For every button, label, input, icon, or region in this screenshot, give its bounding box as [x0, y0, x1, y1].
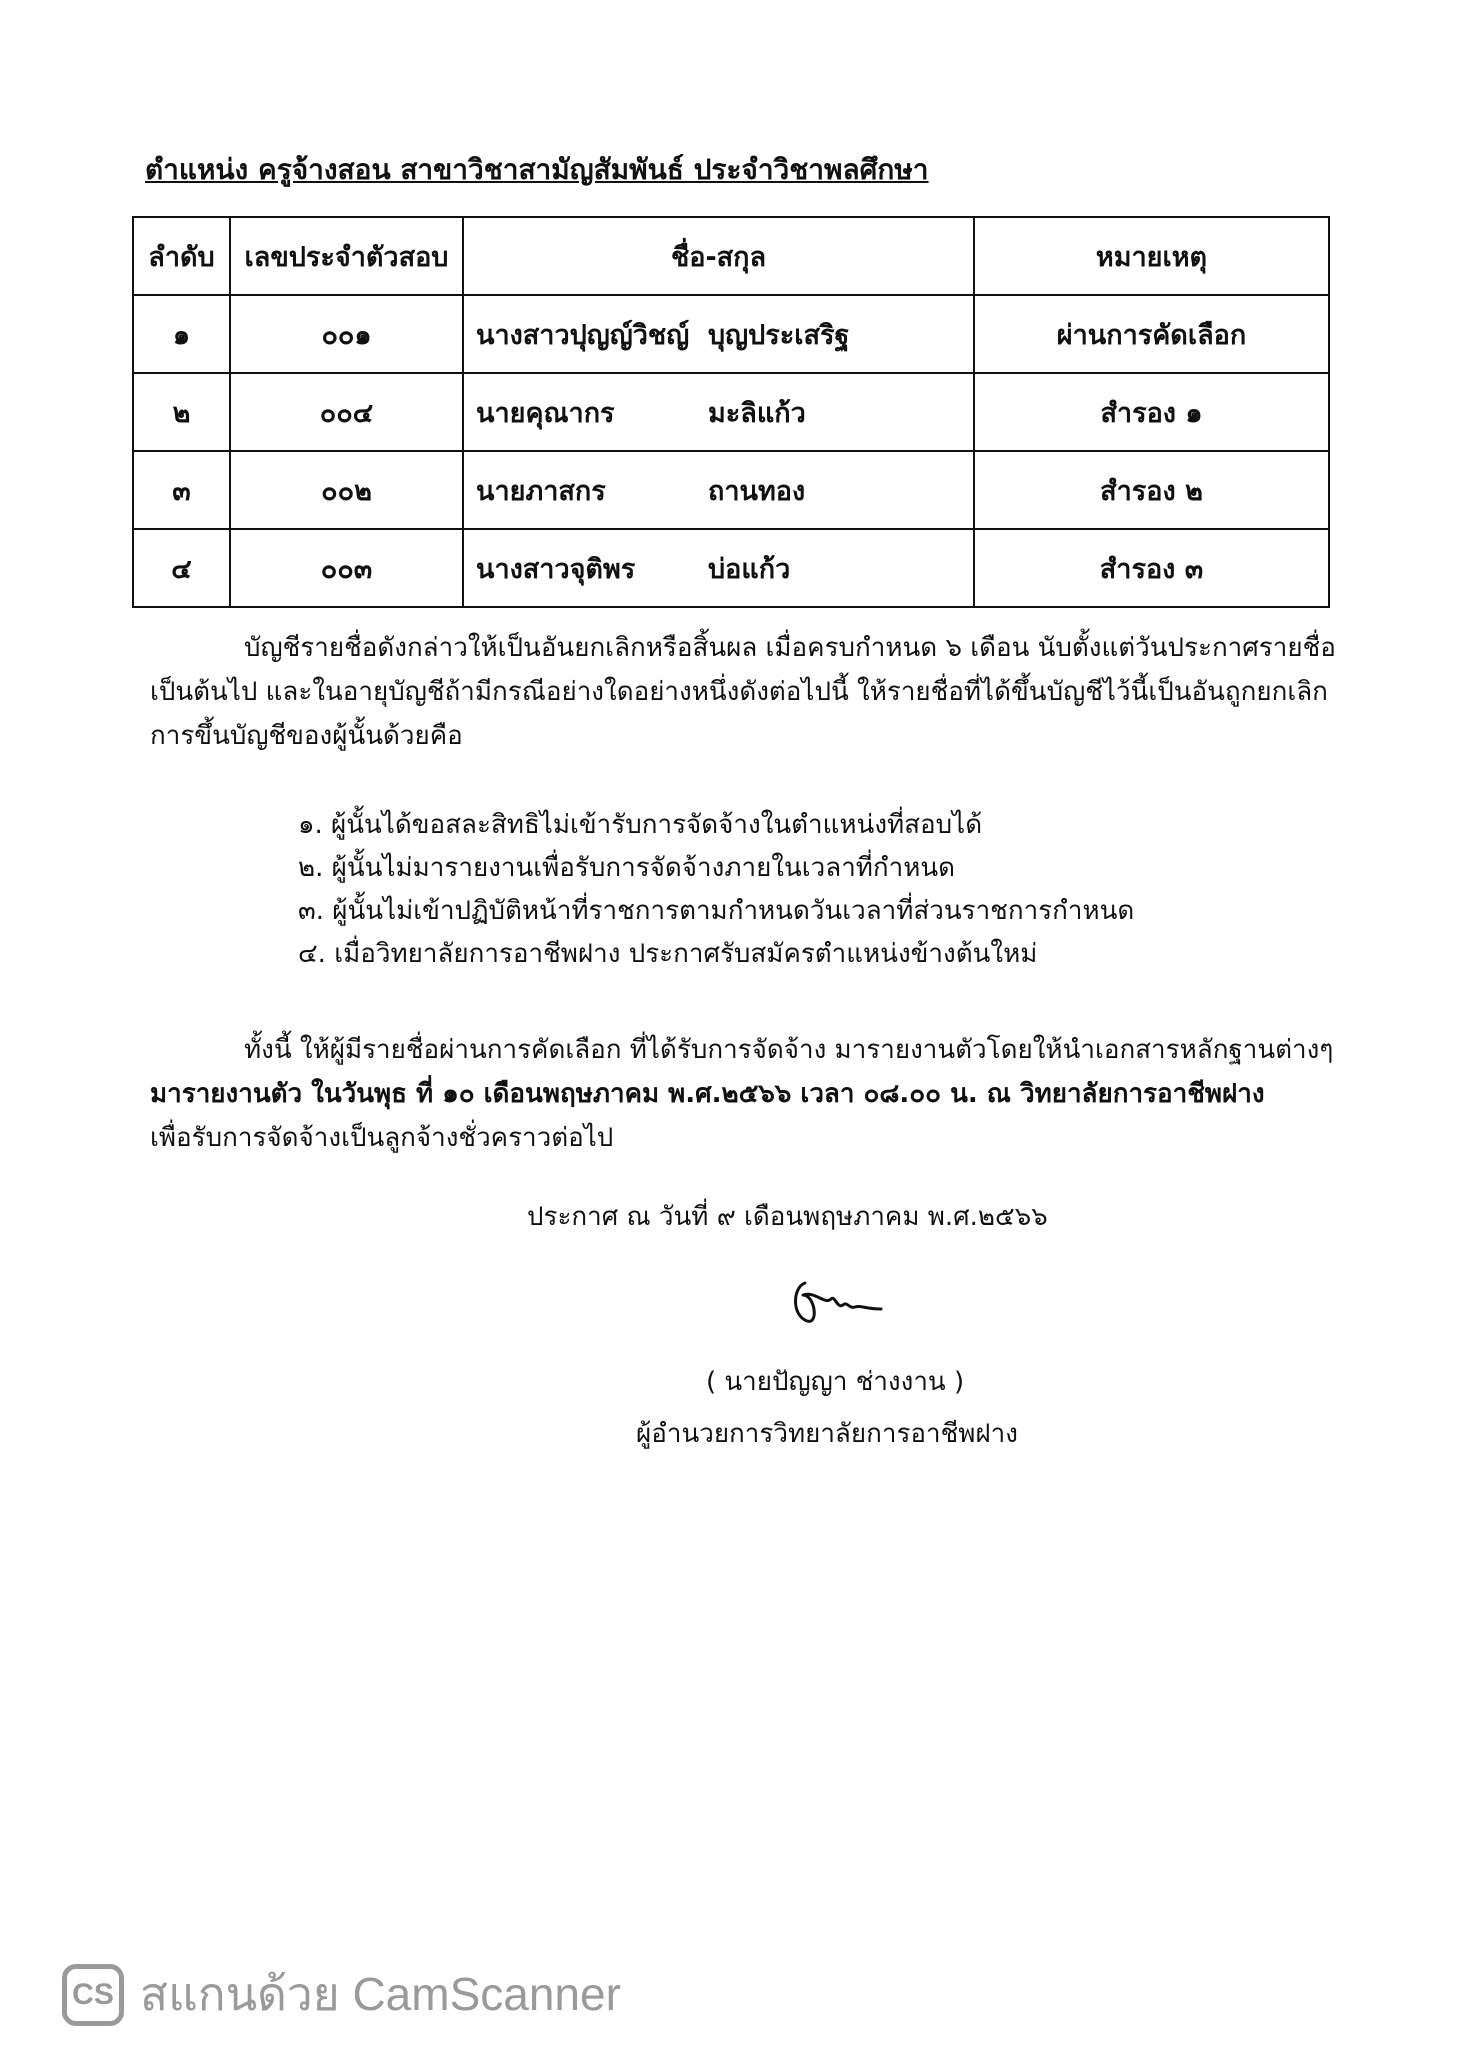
row-exam-id: ๐๐๔	[230, 373, 463, 451]
table-row	[133, 373, 1329, 451]
row-remark: สำรอง ๑	[974, 373, 1329, 451]
signature	[785, 1265, 905, 1335]
watermark-text: สแกนด้วย CamScanner	[140, 1968, 621, 2020]
row-remark: สำรอง ๒	[974, 451, 1329, 529]
row-remark: ผ่านการคัดเลือก	[974, 295, 1329, 373]
row-order: ๑	[133, 295, 230, 373]
condition-item: ๔. เมื่อวิทยาลัยการอาชีพฝาง ประกาศรับสมัครตำแหน่งข้างต้นใหม่	[298, 939, 1038, 969]
report-paragraph	[150, 1028, 1345, 1160]
condition-item: ๑. ผู้นั้นได้ขอสละสิทธิไม่เข้ารับการจัดจ้างในตำแหน่งที่สอบได้	[298, 810, 983, 840]
position-heading: ตำแหน่ง ครูจ้างสอน สาขาวิชาสามัญสัมพันธ์ ประจำวิชาพลศึกษา	[145, 153, 929, 186]
row-name	[463, 529, 974, 607]
table-row	[133, 295, 1329, 373]
paragraph-line: บัญชีรายชื่อดังกล่าวให้เป็นอันยกเลิกหรือสิ้นผล เมื่อครบกำหนด ๖ เดือน นับตั้งแต่วันประกาศรายชื่อ	[244, 633, 1336, 663]
first-name: นางสาวปุญญ์วิชญ์	[476, 319, 690, 351]
paragraph-line: เป็นต้นไป และในอายุบัญชีถ้ามีกรณีอย่างใดอย่างหนึ่งดังต่อไปนี้ ให้รายชื่อที่ได้ขึ้นบัญชีไว้นี้เป็นอันถูกยกเลิก	[150, 677, 1328, 707]
header-order: ลำดับ	[133, 217, 230, 295]
first-name: นายภาสกร	[476, 475, 606, 507]
row-remark: สำรอง ๓	[974, 529, 1329, 607]
row-exam-id: ๐๐๑	[230, 295, 463, 373]
header-exam-id: เลขประจำตัวสอบ	[230, 217, 463, 295]
signer-name: ( นายปัญญา ช่างงาน )	[706, 1367, 965, 1397]
paragraph-line: การขึ้นบัญชีของผู้นั้นด้วยคือ	[150, 721, 463, 751]
paragraph-line: เพื่อรับการจัดจ้างเป็นลูกจ้างชั่วคราวต่อไป	[150, 1123, 614, 1153]
paragraph-line: ทั้งนี้ ให้ผู้มีรายชื่อผ่านการคัดเลือก ที่ได้รับการจัดจ้าง มารายงานตัวโดยให้นำเอกสารหลักฐานต่างๆ	[244, 1035, 1334, 1065]
row-name	[463, 295, 974, 373]
first-name: นางสาวจุติพร	[476, 553, 636, 585]
results-table	[132, 216, 1330, 608]
row-exam-id: ๐๐๓	[230, 529, 463, 607]
paragraph-line: มารายงานตัว ในวันพุธ ที่ ๑๐ เดือนพฤษภาคม พ.ศ.๒๕๖๖ เวลา ๐๘.๐๐ น. ณ วิทยาลัยการอาชีพฝาง	[150, 1079, 1265, 1109]
last-name: บ่อแก้ว	[708, 553, 791, 585]
first-name: นายคุณากร	[476, 397, 615, 429]
header-remark: หมายเหตุ	[974, 217, 1329, 295]
validity-paragraph	[150, 626, 1345, 758]
last-name: บุญประเสริฐ	[708, 319, 850, 351]
row-order: ๔	[133, 529, 230, 607]
header-name: ชื่อ-สกุล	[463, 217, 974, 295]
announcement-date: ประกาศ ณ วันที่ ๙ เดือนพฤษภาคม พ.ศ.๒๕๖๖	[527, 1202, 1048, 1232]
table-row	[133, 451, 1329, 529]
table-row	[133, 529, 1329, 607]
table-header-row	[133, 217, 1329, 295]
row-order: ๓	[133, 451, 230, 529]
camscanner-logo-icon: CS	[62, 1964, 124, 2026]
row-exam-id: ๐๐๒	[230, 451, 463, 529]
row-name	[463, 451, 974, 529]
last-name: ถานทอง	[708, 475, 806, 507]
condition-item: ๓. ผู้นั้นไม่เข้าปฏิบัติหน้าที่ราชการตามกำหนดวันเวลาที่ส่วนราชการกำหนด	[298, 896, 1135, 926]
condition-item: ๒. ผู้นั้นไม่มารายงานเพื่อรับการจัดจ้างภายในเวลาที่กำหนด	[298, 853, 956, 883]
row-name	[463, 373, 974, 451]
camscanner-watermark	[62, 1958, 621, 2031]
row-order: ๒	[133, 373, 230, 451]
cancellation-conditions-list	[298, 804, 1134, 976]
signer-title: ผู้อำนวยการวิทยาลัยการอาชีพฝาง	[636, 1419, 1018, 1449]
last-name: มะลิแก้ว	[708, 397, 806, 429]
